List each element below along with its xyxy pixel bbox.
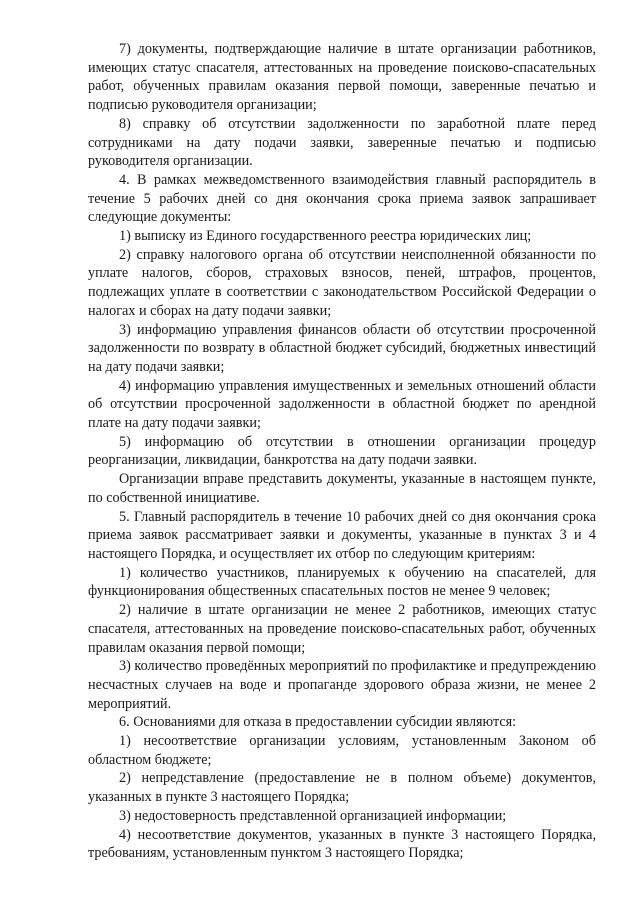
paragraph-section-5-item-2: 2) наличие в штате организации не менее 2 работников, имеющих статус спасателя, аттестованных на проведение поисково-спасательных работ, обученных правилам оказания первой помощи;: [88, 602, 596, 656]
paragraph-item-7: 7) документы, подтверждающие наличие в штате организации работников, имеющих статус спасателя, аттестованных на проведение поисково-спасательных работ, обученных правилам оказания первой помощи, заверенные печатью и подписью руководителя организации;: [88, 41, 596, 114]
paragraph-section-5-item-3: 3) количество проведённых мероприятий по профилактике и предупреждению несчастных случаев на воде и пропаганде здорового образа жизни, не менее 2 мероприятий.: [88, 658, 596, 712]
document-page: [88, 40, 596, 863]
paragraph-section-5-item-1: 1) количество участников, планируемых к обучению на спасателей, для функционирования общественных спасательных постов не менее 9 человек;: [88, 564, 596, 600]
paragraph-section-4-item-4: 4) информацию управления имущественных и земельных отношений области об отсутствии просроченной задолженности в областной бюджет по арендной плате на дату подачи заявки;: [88, 377, 596, 432]
paragraph-section-4-item-2: 2) справку налогового органа об отсутствии неисполненной обязанности по уплате налогов, сборов, страховых взносов, пеней, штрафов, процентов, подлежащих уплате в соответствии с законодательством Российской Федерации о налогах и сборах на дату подачи заявки;: [88, 246, 596, 319]
paragraph-section-5: 5. Главный распорядитель в течение 10 рабочих дней со дня окончания срока приема заявок рассматривает заявки и документы, указанные в пунктах 3 и 4 настоящего Порядка, и осуществляет их отбор по следующим критериям:: [88, 508, 596, 562]
paragraph-section-4-note: Организации вправе представить документы, указанные в настоящем пункте, по собственной инициативе.: [88, 471, 596, 506]
paragraph-section-4-item-1: 1) выписку из Единого государственного реестра юридических лиц;: [119, 228, 532, 245]
paragraph-section-6-item-2: 2) непредставление (предоставление не в полном объеме) документов, указанных в пункте 3 настоящего Порядка;: [88, 770, 596, 806]
paragraph-section-6-item-4: 4) несоответствие документов, указанных в пункте 3 настоящего Порядка, требованиям, установленным пунктом 3 настоящего Порядка;: [88, 826, 596, 862]
paragraph-section-6: 6. Основаниями для отказа в предоставлении субсидии являются:: [119, 714, 517, 731]
paragraph-section-4-item-5: 5) информацию об отсутствии в отношении организации процедур реорганизации, ликвидации, банкротства на дату подачи заявки.: [88, 433, 596, 469]
paragraph-section-6-item-1: 1) несоответствие организации условиям, установленным Законом об областном бюджете;: [88, 733, 596, 768]
paragraph-section-6-item-3: 3) недостоверность представленной организацией информации;: [119, 807, 507, 824]
paragraph-section-4: 4. В рамках межведомственного взаимодействия главный распорядитель в течение 5 рабочих дней со дня окончания срока приема заявок запрашивает следующие документы:: [88, 171, 596, 226]
paragraph-section-4-item-3: 3) информацию управления финансов области об отсутствии просроченной задолженности по возврату в областной бюджет субсидий, бюджетных инвестиций на дату подачи заявки;: [88, 321, 596, 375]
paragraph-item-8: 8) справку об отсутствии задолженности по заработной плате перед сотрудниками на дату подачи заявки, заверенные печатью и подписью руководителя организации.: [88, 115, 596, 170]
